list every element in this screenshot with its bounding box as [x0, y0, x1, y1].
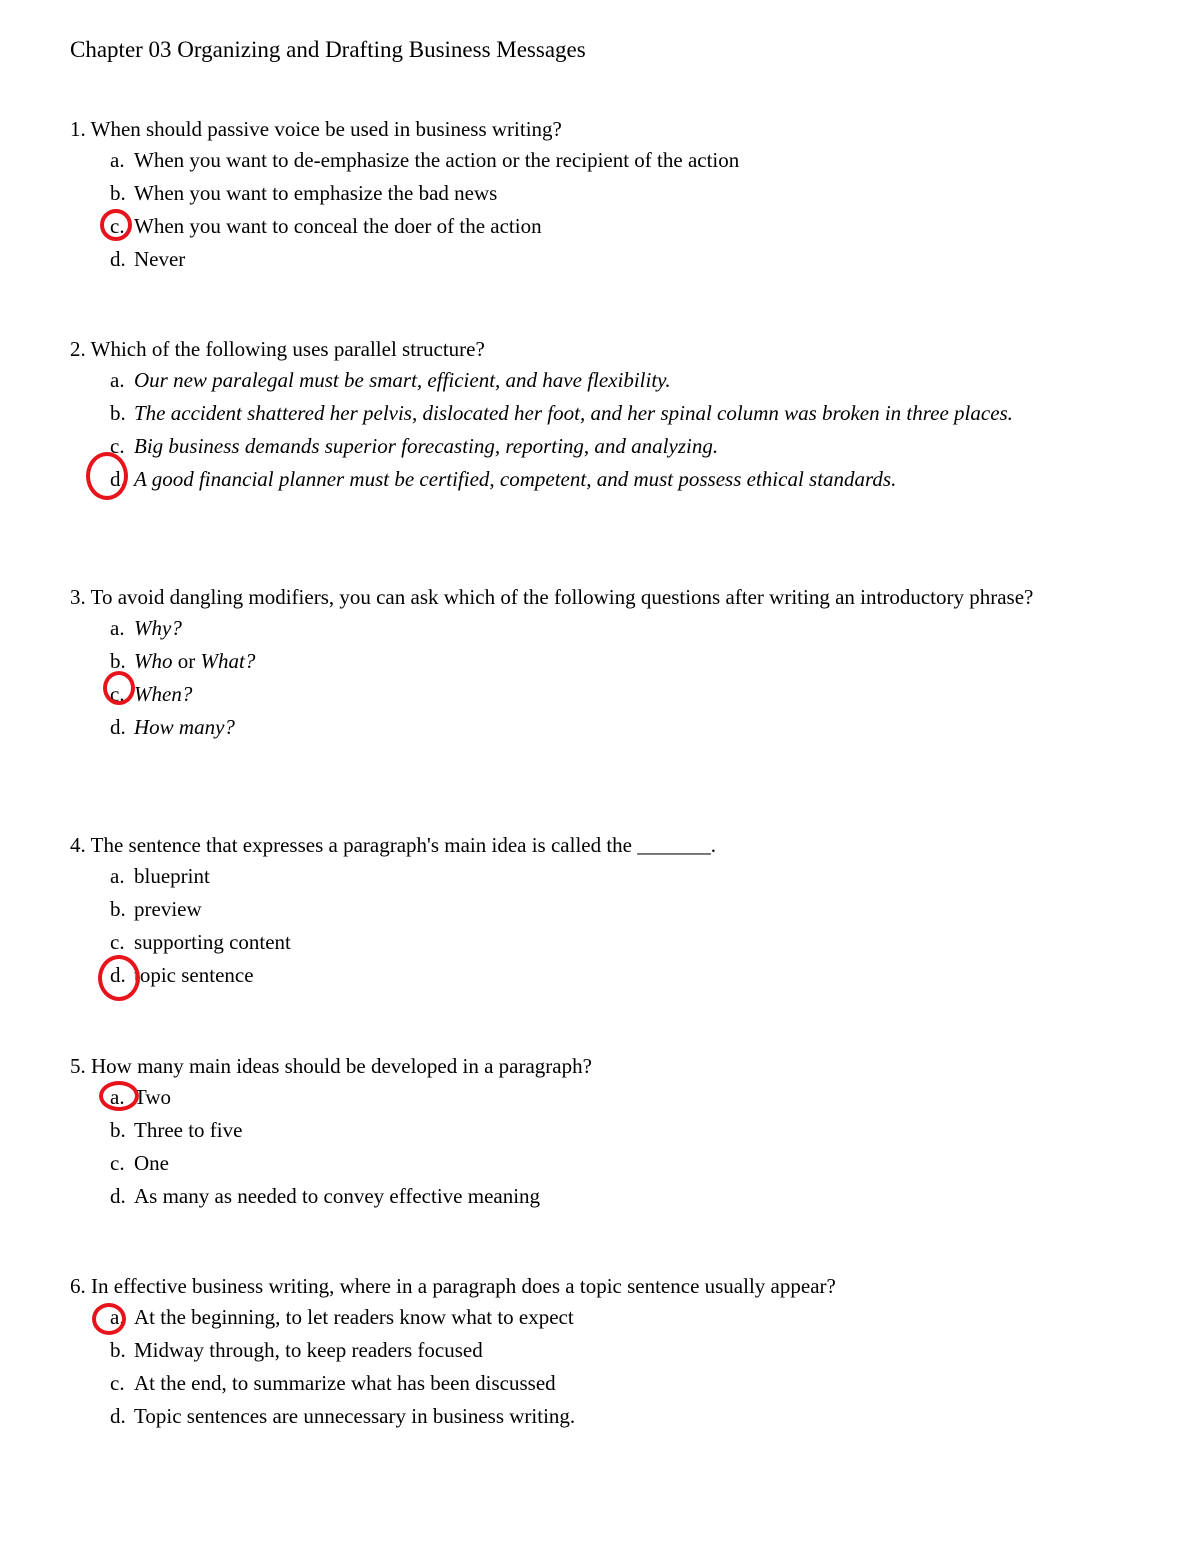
option-text: At the end, to summarize what has been discussed: [134, 1371, 556, 1395]
option-a: [70, 147, 1130, 174]
option-text: Big business demands superior forecasting, reporting, and analyzing.: [134, 434, 719, 458]
option-letter: c.: [110, 682, 125, 706]
option-text: Topic sentences are unnecessary in business writing.: [134, 1404, 576, 1428]
option-d: [70, 246, 1130, 273]
option-c: [70, 433, 1130, 460]
option-letter: d.: [110, 467, 126, 491]
options-list: [70, 863, 1130, 989]
option-letter: a.: [110, 1085, 125, 1109]
option-letter: d.: [110, 1184, 126, 1208]
option-text: Our new paralegal must be smart, efficient, and have flexibility.: [134, 368, 671, 392]
option-letter: b.: [110, 649, 126, 673]
option-a: [70, 1304, 1130, 1331]
option-a: [70, 367, 1130, 394]
option-b: [70, 180, 1130, 207]
option-text: blueprint: [134, 864, 210, 888]
option-text-part: Who: [134, 649, 173, 673]
question-stem: 5. How many main ideas should be developed in a paragraph?: [70, 1054, 592, 1078]
option-c: [70, 1370, 1130, 1397]
question-stem: 1. When should passive voice be used in business writing?: [70, 117, 562, 141]
option-b: [70, 648, 1130, 675]
option-text: How many?: [134, 715, 235, 739]
option-text: topic sentence: [134, 963, 254, 987]
option-text: When you want to conceal the doer of the action: [134, 214, 542, 238]
question-5: [70, 1053, 1130, 1210]
option-letter: d.: [110, 963, 126, 987]
option-letter: b.: [110, 897, 126, 921]
option-letter: d.: [110, 247, 126, 271]
question-stem: 6. In effective business writing, where in a paragraph does a topic sentence usually appear?: [70, 1274, 836, 1298]
option-text: When?: [134, 682, 193, 706]
option-text: Three to five: [134, 1118, 243, 1142]
option-letter: c.: [110, 214, 125, 238]
question-3: [70, 584, 1130, 741]
option-text: At the beginning, to let readers know what to expect: [134, 1305, 574, 1329]
option-letter: b.: [110, 1338, 126, 1362]
option-c: [70, 1150, 1130, 1177]
option-text: Two: [134, 1085, 172, 1109]
options-list: [70, 1304, 1130, 1430]
question-4: [70, 832, 1130, 989]
option-text: preview: [134, 897, 202, 921]
option-letter: a.: [110, 864, 125, 888]
option-letter: a.: [110, 616, 125, 640]
option-text: [134, 649, 255, 673]
option-text-part: What?: [200, 649, 256, 673]
option-text: As many as needed to convey effective meaning: [134, 1184, 541, 1208]
option-text: When you want to emphasize the bad news: [134, 181, 498, 205]
option-a: [70, 863, 1130, 890]
option-letter: d.: [110, 1404, 126, 1428]
option-d: [70, 1183, 1130, 1210]
option-text: The accident shattered her pelvis, dislocated her foot, and her spinal column was broken in three places.: [134, 401, 1013, 425]
option-text: Midway through, to keep readers focused: [134, 1338, 483, 1362]
option-b: [70, 1337, 1130, 1364]
option-a: [70, 1084, 1130, 1111]
option-text: A good financial planner must be certified, competent, and must possess ethical standards.: [134, 467, 897, 491]
question-1: [70, 116, 1130, 273]
option-letter: b.: [110, 181, 126, 205]
option-letter: c.: [110, 1371, 125, 1395]
option-d: [70, 962, 1130, 989]
options-list: [70, 147, 1130, 273]
option-text: One: [134, 1151, 169, 1175]
page-title: Chapter 03 Organizing and Drafting Business Messages: [70, 37, 586, 62]
option-letter: c.: [110, 434, 125, 458]
options-list: [70, 1084, 1130, 1210]
question-6: [70, 1273, 1130, 1430]
option-c: [70, 681, 1130, 708]
option-c: [70, 213, 1130, 240]
option-text: Why?: [134, 616, 182, 640]
option-text: supporting content: [134, 930, 291, 954]
option-letter: a.: [110, 148, 125, 172]
options-list: [70, 367, 1130, 493]
option-text: When you want to de-emphasize the action or the recipient of the action: [134, 148, 740, 172]
option-d: [70, 1403, 1130, 1430]
question-stem: 2. Which of the following uses parallel structure?: [70, 337, 485, 361]
option-letter: d.: [110, 715, 126, 739]
option-letter: a.: [110, 368, 125, 392]
option-letter: b.: [110, 1118, 126, 1142]
option-b: [70, 896, 1130, 923]
question-stem: 4. The sentence that expresses a paragraph's main idea is called the _______.: [70, 833, 717, 857]
option-text-part: or: [172, 649, 201, 673]
option-letter: b.: [110, 401, 126, 425]
option-b: [70, 400, 1130, 427]
option-text: Never: [134, 247, 186, 271]
option-d: [70, 466, 1130, 493]
options-list: [70, 615, 1130, 741]
option-letter: c.: [110, 1151, 125, 1175]
question-2: [70, 336, 1130, 493]
option-c: [70, 929, 1130, 956]
option-letter: a.: [110, 1305, 125, 1329]
option-a: [70, 615, 1130, 642]
option-b: [70, 1117, 1130, 1144]
question-stem: 3. To avoid dangling modifiers, you can ask which of the following questions after writing an introductory phrase?: [70, 585, 1034, 609]
option-d: [70, 714, 1130, 741]
option-letter: c.: [110, 930, 125, 954]
